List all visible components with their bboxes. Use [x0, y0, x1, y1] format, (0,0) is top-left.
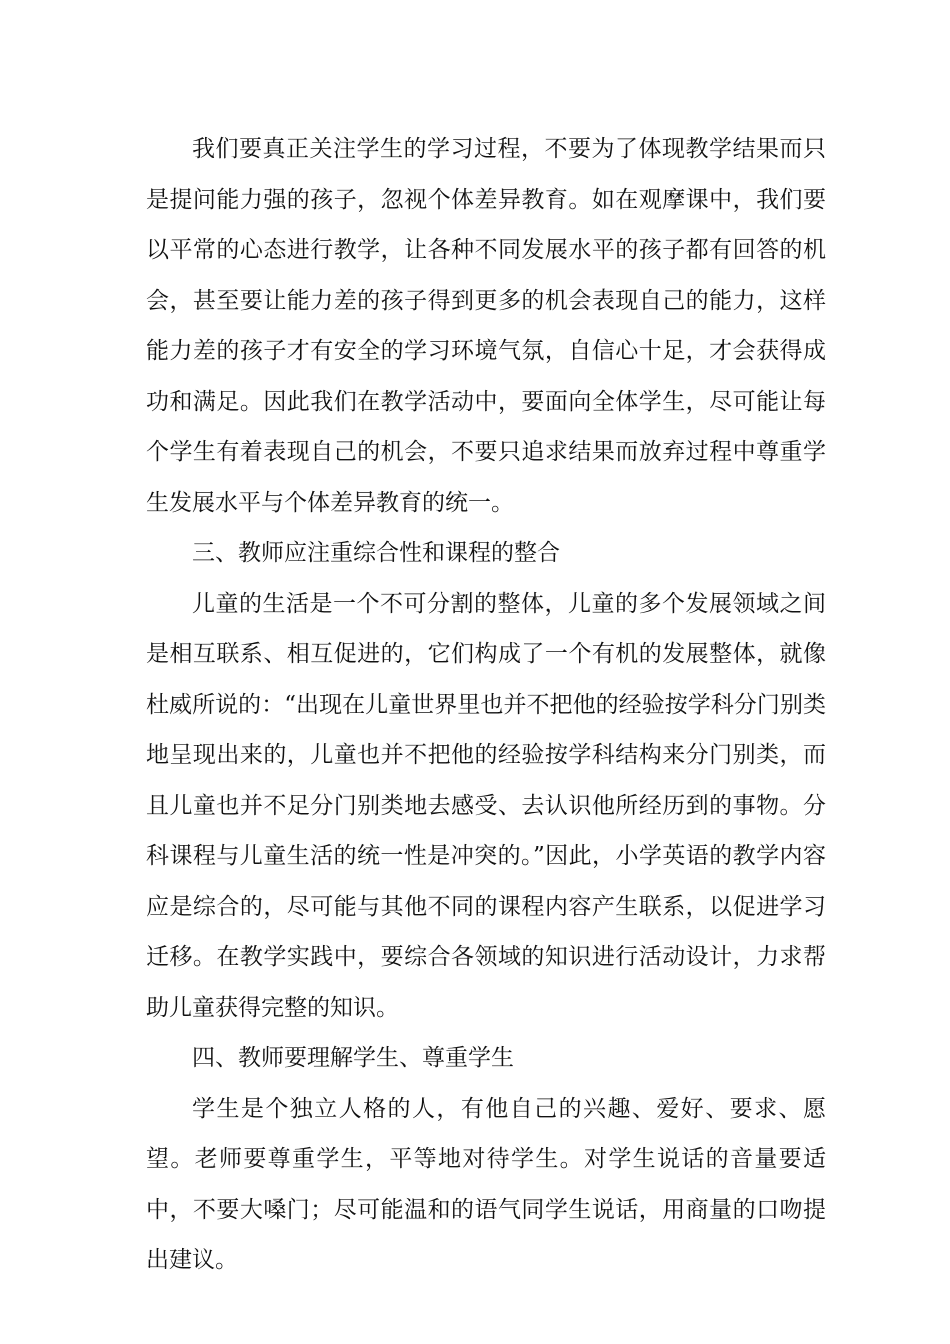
document-body	[146, 124, 826, 1286]
paragraph-individual-differences: 我们要真正关注学生的学习过程，不要为了体现教学结果而只是提问能力强的孩子，忽视个体差异教育。如在观摩课中，我们要以平常的心态进行教学，让各种不同发展水平的孩子都有回答的机会，甚至要让能力差的孩子得到更多的机会表现自己的能力，这样能力差的孩子才有安全的学习环境气氛，自信心十足，才会获得成功和满足。因此我们在教学活动中，要面向全体学生，尽可能让每个学生有着表现自己的机会，不要只追求结果而放弃过程中尊重学生发展水平与个体差异教育的统一。	[146, 136, 826, 516]
section-heading-four: 四、教师要理解学生、尊重学生	[192, 1045, 514, 1071]
section-heading-three: 三、教师应注重综合性和课程的整合	[192, 540, 560, 566]
paragraph-curriculum-integration: 儿童的生活是一个不可分割的整体，儿童的多个发展领域之间是相互联系、相互促进的，它们构成了一个有机的发展整体，就像杜威所说的：“出现在儿童世界里也并不把他的经验按学科分门别类地呈现出来的，儿童也并不把他的经验按学科结构来分门别类，而且儿童也并不足分门别类地去感受、去认识他所经历到的事物。分科课程与儿童生活的统一性是冲突的。”因此，小学英语的教学内容应是综合的，尽可能与其他不同的课程内容产生联系，以促进学习迁移。在教学实践中，要综合各领域的知识进行活动设计，力求帮助儿童获得完整的知识。	[146, 590, 826, 1021]
paragraph-respect-students: 学生是个独立人格的人，有他自己的兴趣、爱好、要求、愿望。老师要尊重学生，平等地对待学生。对学生说话的音量要适中，不要大嗓门；尽可能温和的语气同学生说话，用商量的口吻提出建议。	[146, 1095, 826, 1273]
